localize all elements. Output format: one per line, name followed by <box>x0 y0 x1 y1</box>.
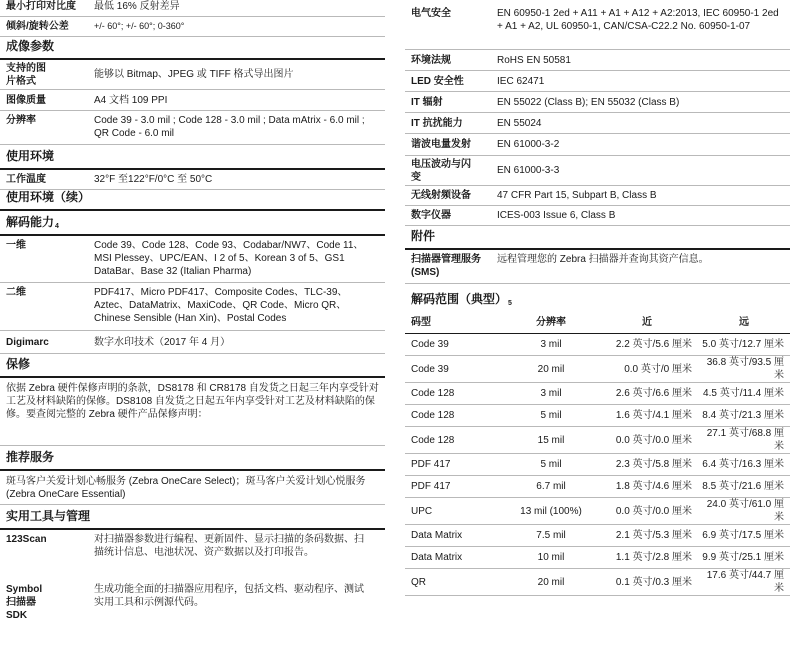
table-cell: 10 mil <box>506 547 596 569</box>
spec-value: EN 61000-3-3 <box>497 165 560 176</box>
table-cell: 6.4 英寸/16.3 厘米 <box>698 454 790 476</box>
table-cell: 0.0 英寸/0 厘米 <box>596 356 698 383</box>
spec-value: A4 文档 109 PPI <box>94 94 168 106</box>
table-cell: 1.6 英寸/4.1 厘米 <box>596 405 698 427</box>
table-cell: 8.4 英寸/21.3 厘米 <box>698 405 790 427</box>
spec-row-flicker <box>405 156 790 186</box>
spec-label: 123Scan <box>6 534 47 545</box>
table-cell: Code 128 <box>405 383 506 405</box>
table-row <box>405 427 790 454</box>
table-cell: 0.0 英寸/0.0 厘米 <box>596 498 698 525</box>
section-title-utilities: 实用工具与管理 <box>0 505 385 530</box>
spec-label: 倾斜/旋转公差 <box>6 21 69 32</box>
table-cell: 5 mil <box>506 454 596 476</box>
spec-label: Symbol 扫描器 SDK <box>6 584 43 621</box>
spec-row-123scan <box>0 530 385 580</box>
spec-value: 32°F 至122°F/0°C 至 50°C <box>94 174 213 185</box>
spec-value: 生成功能全面的扫描器应用程序，包括文档、驱动程序、测试实用工具和示例源代码。 <box>94 584 364 608</box>
spec-value: EN 61000-3-2 <box>497 139 560 150</box>
spec-value: 47 CFR Part 15, Subpart B, Class B <box>497 190 657 201</box>
table-row <box>405 454 790 476</box>
spec-label: 扫描器管理服务 (SMS) <box>411 254 481 278</box>
table-cell: 3 mil <box>506 334 596 356</box>
table-cell: 6.9 英寸/17.5 厘米 <box>698 525 790 547</box>
spec-row-environmental <box>405 50 790 71</box>
section-title-accessories: 附件 <box>405 226 790 250</box>
spec-row-sdk <box>0 580 385 624</box>
table-row <box>405 356 790 383</box>
spec-row-2d <box>0 283 385 331</box>
table-cell: UPC <box>405 498 506 525</box>
spec-label: 无线射频设备 <box>411 190 471 201</box>
spec-row-skew <box>0 17 385 37</box>
table-row <box>405 569 790 596</box>
spec-label: 最小打印对比度 <box>6 1 76 12</box>
services-text: 斑马客户关爱计划心畅服务 (Zebra OneCare Select)；斑马客户关爱计划心悦服务 (Zebra OneCare Essential) <box>0 471 385 505</box>
spec-row-resolution <box>0 111 385 145</box>
table-row <box>405 525 790 547</box>
spec-value: EN 55022 (Class B); EN 55032 (Class B) <box>497 96 680 108</box>
spec-row-it-emission <box>405 92 790 113</box>
table-cell: 0.1 英寸/0.3 厘米 <box>596 569 698 596</box>
spec-value: EN 60950-1 2ed + A11 + A1 + A12 + A2:2013, IEC 60950-1 2ed + A1 + A2, UL 60950-1, CAN/CSA-C22.2 No. 60950-1-07 <box>497 8 779 32</box>
spec-value: PDF417、Micro PDF417、Composite Codes、TLC-39、Aztec、DataMatrix、MaxiCode、QR Code、Micro QR、Chinese Sensible (Han Xin)、Postal Codes <box>94 287 348 324</box>
table-cell: 3 mil <box>506 383 596 405</box>
spec-label: Digimarc <box>6 336 49 348</box>
spec-value: Code 39 - 3.0 mil ; Code 128 - 3.0 mil ; Data mAtrix - 6.0 mil ; QR Code - 6.0 mil <box>94 115 365 139</box>
column-header: 近 <box>596 311 698 334</box>
table-row <box>405 405 790 427</box>
spec-label: 工作温度 <box>6 174 46 185</box>
table-cell: 2.6 英寸/6.6 厘米 <box>596 383 698 405</box>
table-cell: 24.0 英寸/61.0 厘米 <box>698 498 790 525</box>
spec-row-electrical-safety <box>405 0 790 50</box>
spec-label: 一维 <box>6 240 26 251</box>
spec-value: IEC 62471 <box>497 75 545 87</box>
section-title-environment-cont: 使用环境（续） <box>0 190 385 211</box>
spec-label: IT 辐射 <box>411 96 443 108</box>
section-title-decode: 解码能力 $_4$ <box>0 211 385 236</box>
table-cell: Code 128 <box>405 427 506 454</box>
spec-label: 环境法规 <box>411 54 451 66</box>
spec-value: 远程管理您的 Zebra 扫描器并查询其资产信息。 <box>497 254 709 265</box>
table-cell: Data Matrix <box>405 547 506 569</box>
section-title-warranty: 保修 <box>0 354 385 378</box>
spec-row-image-quality <box>0 90 385 111</box>
table-cell: 36.8 英寸/93.5 厘米 <box>698 356 790 383</box>
spec-value: 最低 16% 反射差异 <box>94 1 180 12</box>
spec-row-1d <box>0 236 385 283</box>
table-cell: PDF 417 <box>405 476 506 498</box>
table-cell: QR <box>405 569 506 596</box>
spec-row-sms <box>405 250 790 284</box>
table-cell: 17.6 英寸/44.7 厘米 <box>698 569 790 596</box>
table-cell: PDF 417 <box>405 454 506 476</box>
spec-label: 数字仪器 <box>411 210 451 221</box>
table-cell: 20 mil <box>506 569 596 596</box>
table-cell: 15 mil <box>506 427 596 454</box>
spec-label: 谐波电量发射 <box>411 139 471 150</box>
spec-row-digital <box>405 206 790 226</box>
spec-value: Code 39、Code 128、Code 93、Codabar/NW7、Code 11、MSI Plessey、UPC/EAN、I 2 of 5、Korean 3 of 5、GS1 DataBar、Base 32 (Italian Pharma) <box>94 240 364 277</box>
table-row <box>405 498 790 525</box>
table-cell: Data Matrix <box>405 525 506 547</box>
spec-label: IT 抗扰能力 <box>411 117 463 129</box>
table-row <box>405 547 790 569</box>
spec-label: 支持的图片格式 <box>6 62 46 87</box>
spec-value: ICES-003 Issue 6, Class B <box>497 210 616 221</box>
spec-value: RoHS EN 50581 <box>497 54 571 66</box>
spec-row-harmonic <box>405 134 790 156</box>
spec-row-led-safety <box>405 71 790 92</box>
table-cell: Code 39 <box>405 334 506 356</box>
table-cell: 20 mil <box>506 356 596 383</box>
table-cell: 8.5 英寸/21.6 厘米 <box>698 476 790 498</box>
table-row <box>405 383 790 405</box>
table-cell: 6.7 mil <box>506 476 596 498</box>
table-cell: Code 39 <box>405 356 506 383</box>
table-cell: Code 128 <box>405 405 506 427</box>
table-cell: 13 mil (100%) <box>506 498 596 525</box>
spec-label: 二维 <box>6 287 26 298</box>
table-cell: 27.1 英寸/68.8 厘米 <box>698 427 790 454</box>
column-header: 码型 <box>405 311 506 334</box>
table-cell: 7.5 mil <box>506 525 596 547</box>
spec-row-rf <box>405 186 790 206</box>
column-header: 远 <box>698 311 790 334</box>
spec-label: 电气安全 <box>411 8 451 19</box>
table-cell: 5.0 英寸/12.7 厘米 <box>698 334 790 356</box>
spec-value: 能够以 Bitmap、JPEG 或 TIFF 格式导出图片 <box>94 69 294 80</box>
section-title-range: 解码范围（典型） $_5$ <box>411 292 512 307</box>
table-cell: 2.3 英寸/5.8 厘米 <box>596 454 698 476</box>
spec-value: 数字水印技术（2017 年 4 月） <box>94 336 231 348</box>
table-cell: 2.1 英寸/5.3 厘米 <box>596 525 698 547</box>
spec-label: 电压波动与闪变 <box>411 158 471 183</box>
spec-row-digimarc <box>0 331 385 354</box>
table-cell: 1.1 英寸/2.8 厘米 <box>596 547 698 569</box>
spec-row-min-contrast <box>0 0 385 17</box>
table-cell: 1.8 英寸/4.6 厘米 <box>596 476 698 498</box>
table-cell: 2.2 英寸/5.6 厘米 <box>596 334 698 356</box>
section-title-services: 推荐服务 <box>0 446 385 471</box>
spec-row-operating-temp <box>0 170 385 190</box>
right-column <box>405 0 790 596</box>
table-header-row <box>405 311 790 334</box>
table-cell: 0.0 英寸/0.0 厘米 <box>596 427 698 454</box>
decode-range-table <box>405 311 790 596</box>
table-cell: 9.9 英寸/25.1 厘米 <box>698 547 790 569</box>
spec-label: 分辨率 <box>6 115 36 126</box>
left-column <box>0 0 385 624</box>
spec-row-it-immunity <box>405 113 790 134</box>
table-row <box>405 476 790 498</box>
section-title-imaging: 成像参数 <box>0 37 385 60</box>
warranty-text: 依据 Zebra 硬件保修声明的条款，DS8178 和 CR8178 自发货之日起三年内享受针对工艺及材料缺陷的保修。DS8108 自发货之日起五年内享受针对工艺及材料缺陷的保修。要查阅完整的 Zebra 硬件产品保修声明： <box>0 378 385 446</box>
spec-value: EN 55024 <box>497 117 542 129</box>
table-body <box>405 334 790 596</box>
table-row <box>405 334 790 356</box>
table-cell: 4.5 英寸/11.4 厘米 <box>698 383 790 405</box>
spec-value: 对扫描器参数进行编程、更新固件、显示扫描的条码数据、扫描统计信息、电池状况、资产数据以及打印报告。 <box>94 534 364 558</box>
spec-value: +/- 60°; +/- 60°; 0-360° <box>94 20 185 31</box>
spec-label: 图像质量 <box>6 94 46 106</box>
spec-row-image-format <box>0 60 385 90</box>
section-title-environment: 使用环境 <box>0 145 385 170</box>
table-cell: 5 mil <box>506 405 596 427</box>
spec-label: LED 安全性 <box>411 75 464 87</box>
column-header: 分辨率 <box>506 311 596 334</box>
